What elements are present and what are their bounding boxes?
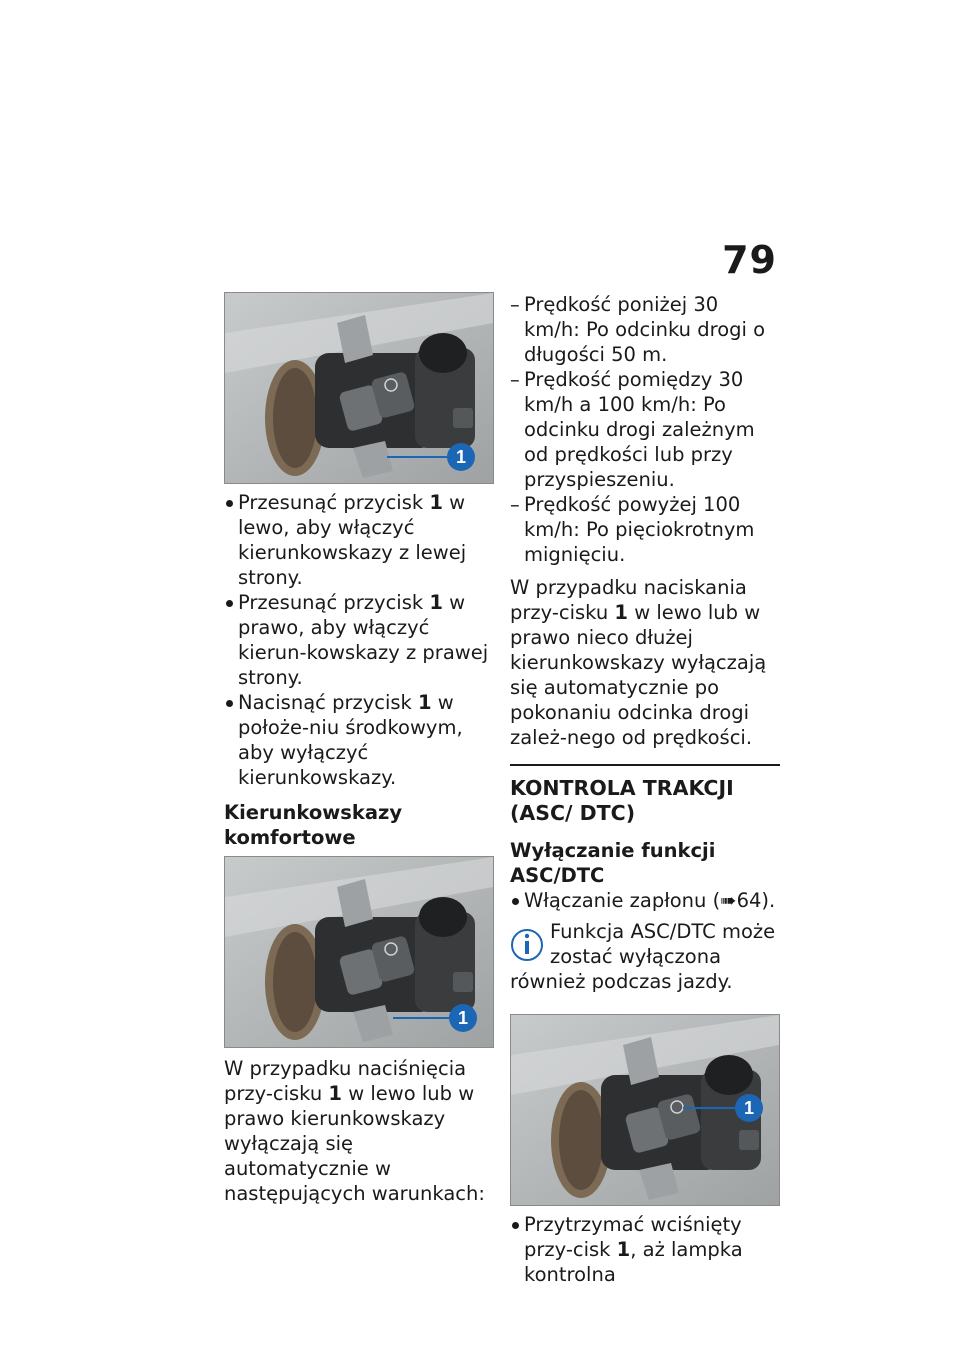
left-column xyxy=(224,292,494,1206)
comfort-turn-signals-heading: Kierunkowskazy komfortowe xyxy=(224,801,403,849)
right-column xyxy=(510,292,780,1287)
list-item: – Prędkość powyżej 100 km/h: Po pięciokrotnym mignięciu. xyxy=(510,492,780,567)
callout-leader-line xyxy=(393,1017,449,1019)
list-item: – Prędkość pomiędzy 30 km/h a 100 km/h: Po odcinku drogi zależnym od prędkości lub przy przyspieszeniu. xyxy=(510,367,780,492)
list-item: – Prędkość poniżej 30 km/h: Po odcinku drogi o długości 50 m. xyxy=(510,292,780,367)
page-number: 79 xyxy=(722,238,777,282)
turn-signal-instructions xyxy=(224,490,494,790)
callout-leader-line xyxy=(387,456,447,458)
callout-marker: 1 xyxy=(449,1004,477,1032)
info-note xyxy=(510,919,780,994)
hold-button-instruction xyxy=(510,1212,780,1287)
list-item: Włączanie zapłonu (➠64). xyxy=(510,888,780,913)
page-reference-arrow-icon: ➠ xyxy=(720,889,737,912)
section-title: KONTROLA TRAKCJI (ASC/ DTC) xyxy=(510,776,734,825)
callout-marker: 1 xyxy=(735,1094,763,1122)
handlebar-switch-photo-3 xyxy=(510,1014,780,1206)
auto-cancel-paragraph: W przypadku naciśnięcia przy-cisku 1 w lewo lub w prawo kierunkowskazy wyłączają się automatycznie w następujących warunkach: xyxy=(224,1057,485,1205)
ignition-instruction xyxy=(510,888,780,913)
list-item: Przesunąć przycisk 1 w lewo, aby włączyć kierunkowskazy z lewej strony. xyxy=(224,490,494,590)
handlebar-switch-photo-1 xyxy=(224,292,494,484)
list-item: Przesunąć przycisk 1 w prawo, aby włączyć kierun-kowskazy z prawej strony. xyxy=(224,590,494,690)
list-item: Nacisnąć przycisk 1 w położe-niu środkowym, aby wyłączyć kierunkowskazy. xyxy=(224,690,494,790)
asc-dtc-off-heading: Wyłączanie funkcji ASC/DTC xyxy=(510,839,716,887)
callout-marker: 1 xyxy=(447,443,475,471)
info-icon xyxy=(510,923,544,963)
handlebar-switch-photo-2 xyxy=(224,856,494,1048)
section-divider xyxy=(510,764,780,766)
list-item: Przytrzymać wciśnięty przy-cisk 1, aż lampka kontrolna xyxy=(510,1212,780,1287)
info-note-text: Funkcja ASC/DTC może zostać wyłączona również podczas jazdy. xyxy=(510,920,776,993)
page-reference[interactable]: 64 xyxy=(736,889,762,912)
speed-conditions-list xyxy=(510,292,780,567)
callout-leader-line xyxy=(683,1107,735,1109)
long-press-paragraph: W przypadku naciskania przy-cisku 1 w lewo lub w prawo nieco dłużej kierunkowskazy wyłączają się automatycznie po pokonaniu odcinka drogi zależ-nego od prędkości. xyxy=(510,576,767,749)
